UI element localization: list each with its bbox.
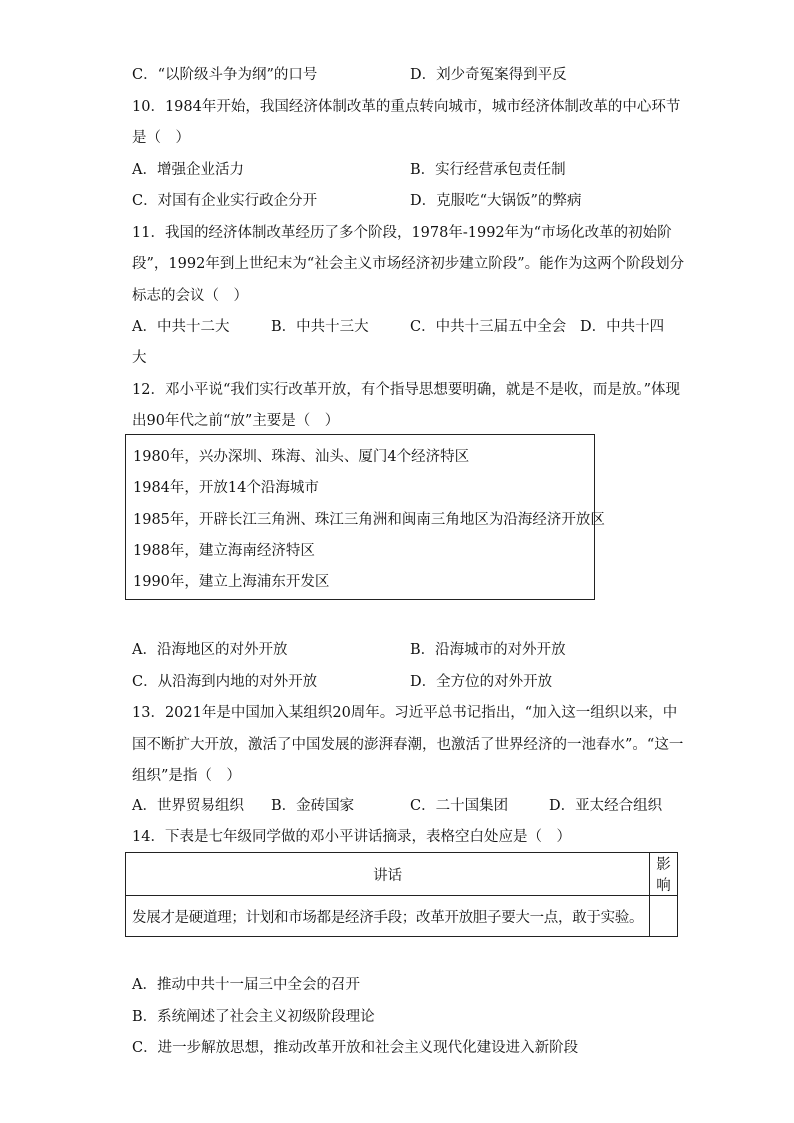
q13-option-c: C．二十国集团 bbox=[410, 798, 509, 814]
table-cell-speech: 发展才是硬道理；计划和市场都是经济手段；改革开放胆子要大一点，敢于实验。 bbox=[126, 896, 650, 937]
q13-option-b: B．金砖国家 bbox=[271, 798, 355, 814]
q10-option-c: C．对国有企业实行政企分开 bbox=[132, 193, 318, 209]
q12-option-c: C．从沿海到内地的对外开放 bbox=[132, 674, 318, 690]
q10-option-b: B．实行经营承包责任制 bbox=[410, 162, 566, 178]
table-header-impact: 影响 bbox=[650, 853, 678, 896]
table-header-row bbox=[126, 853, 678, 896]
q12-option-b: B．沿海城市的对外开放 bbox=[410, 642, 566, 658]
q12-option-d: D．全方位的对外开放 bbox=[410, 674, 553, 690]
q12-material-box bbox=[125, 434, 605, 600]
q11-option-b: B．中共十三大 bbox=[271, 319, 369, 335]
q13-option-d: D．亚太经合组织 bbox=[549, 798, 663, 814]
q14-option-c: C．进一步解放思想，推动改革开放和社会主义现代化建设进入新阶段 bbox=[132, 1040, 579, 1056]
q12-material-line: 1980年，兴办深圳、珠海、汕头、厦门4个经济特区 bbox=[133, 449, 470, 465]
q14-option-b: B．系统阐述了社会主义初级阶段理论 bbox=[132, 1009, 375, 1025]
q13-stem-line2: 国不断扩大开放，激活了中国发展的澎湃春潮，也激活了世界经济的一池春水”。“这一 bbox=[132, 737, 684, 753]
q11-stem-line3: 标志的会议（ ） bbox=[132, 288, 248, 304]
q12-material-line: 1984年，开放14个沿海城市 bbox=[133, 480, 319, 496]
q11-option-c: C．中共十三届五中全会 bbox=[410, 319, 567, 335]
q10-stem-line1: 10．1984年开始，我国经济体制改革的重点转向城市，城市经济体制改革的中心环节 bbox=[132, 99, 681, 115]
q10-stem-line2: 是（ ） bbox=[132, 130, 190, 146]
q11-stem-line2: 段”，1992年到上世纪末为“社会主义市场经济初步建立阶段”。能作为这两个阶段划分 bbox=[132, 256, 685, 272]
q12-material-line: 1990年，建立上海浦东开发区 bbox=[133, 574, 330, 590]
q13-stem-line3: 组织”是指（ ） bbox=[132, 768, 241, 784]
q12-material-line: 1988年，建立海南经济特区 bbox=[133, 543, 315, 559]
q12-stem-line1: 12．邓小平说“我们实行改革开放，有个指导思想要明确，就是不是收，而是放。”体现 bbox=[132, 382, 681, 398]
q10-option-d: D．克服吃“大锅饭”的弊病 bbox=[410, 193, 582, 209]
q14-stem: 14．下表是七年级同学做的邓小平讲话摘录，表格空白处应是（ ） bbox=[132, 829, 571, 845]
q11-stem-line1: 11．我国的经济体制改革经历了多个阶段，1978年-1992年为“市场化改革的初始阶 bbox=[132, 225, 672, 241]
q11-option-d-continued: 大 bbox=[132, 350, 147, 366]
q13-stem-line1: 13．2021年是中国加入某组织20周年。习近平总书记指出，“加入这一组织以来，中 bbox=[132, 705, 678, 721]
table-row bbox=[126, 896, 678, 937]
q12-option-a: A．沿海地区的对外开放 bbox=[132, 642, 288, 658]
q13-option-a: A．世界贸易组织 bbox=[132, 798, 244, 814]
q11-option-a: A．中共十二大 bbox=[132, 319, 230, 335]
table-header-speech: 讲话 bbox=[126, 853, 650, 896]
q11-option-d: D．中共十四 bbox=[580, 319, 665, 335]
q9-option-d: D．刘少奇冤案得到平反 bbox=[410, 67, 567, 83]
q14-option-a: A．推动中共十一届三中全会的召开 bbox=[132, 977, 360, 993]
q12-material-line: 1985年，开辟长江三角洲、珠江三角洲和闽南三角地区为沿海经济开放区 bbox=[133, 512, 605, 528]
q12-stem-line2: 出90年代之前“放”主要是（ ） bbox=[132, 413, 340, 429]
q10-option-a: A．增强企业活力 bbox=[132, 162, 244, 178]
q9-option-c: C．“以阶级斗争为纲”的口号 bbox=[132, 67, 318, 83]
q14-table bbox=[125, 852, 678, 937]
table-cell-impact-blank bbox=[650, 896, 678, 937]
